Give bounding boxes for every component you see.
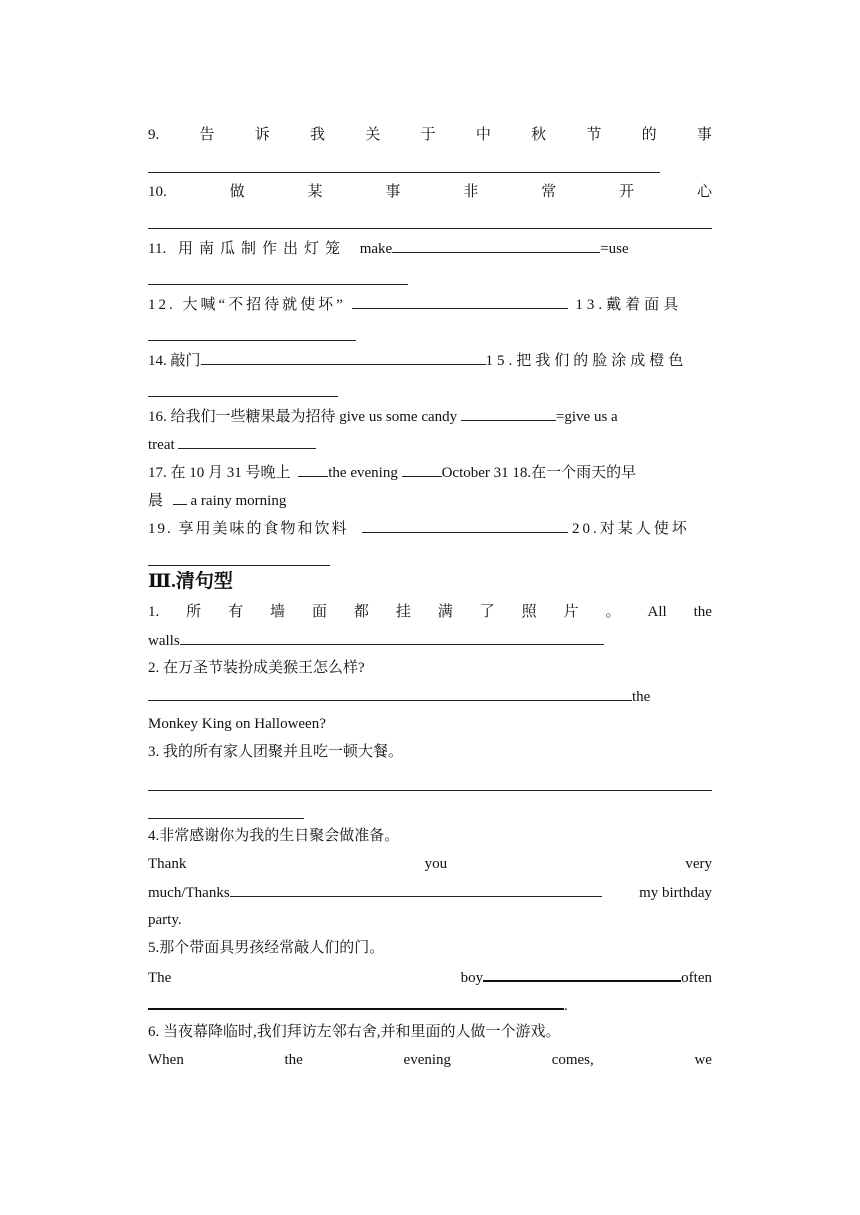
q19-blank[interactable] — [362, 517, 568, 533]
q11-use: =use — [600, 241, 629, 257]
s4-line-3 — [148, 909, 712, 931]
q9-number: 9. — [148, 127, 160, 143]
s5-chinese: 5.那个带面具男孩经常敲人们的门。 — [148, 940, 385, 956]
s1-line — [148, 601, 712, 623]
s6-word: we — [694, 1052, 712, 1068]
s1-word: 照 — [521, 604, 537, 620]
s2-chinese-line — [148, 657, 712, 679]
q17-october: October 31 18.在一个雨天的早 — [441, 465, 637, 481]
s1-word: 都 — [353, 604, 369, 620]
q17-chinese: 17. 在 10 月 31 号晚上 — [148, 465, 291, 481]
s3-answer-blank-1[interactable] — [148, 790, 712, 791]
q18-blank[interactable] — [173, 489, 187, 505]
s5-the: The — [148, 970, 172, 986]
q16-line — [148, 405, 712, 427]
s6-line — [148, 1049, 712, 1071]
q20-chinese: 20.对某人使坏 — [572, 521, 690, 537]
s4-word: very — [685, 856, 712, 872]
q16-line-2 — [148, 433, 712, 455]
s5-blank-2[interactable] — [148, 993, 564, 1010]
q9-word: 的 — [641, 127, 657, 143]
q16-blank[interactable] — [461, 405, 556, 421]
q9-word: 告 — [199, 127, 215, 143]
s1-word: 所 — [186, 604, 202, 620]
q9-answer-blank[interactable] — [148, 172, 660, 173]
s1-word: 。 — [605, 604, 621, 620]
s1-word: 面 — [311, 604, 327, 620]
q9-word: 于 — [420, 127, 436, 143]
q14-blank[interactable] — [201, 349, 486, 365]
q18-chinese: 晨 — [148, 493, 164, 509]
q20-answer-blank[interactable] — [148, 565, 330, 566]
q17-line — [148, 461, 712, 483]
s6-word: evening — [403, 1052, 452, 1068]
s1-word: All — [647, 604, 667, 620]
s1-word: 墙 — [270, 604, 286, 620]
s4-word: you — [424, 856, 448, 872]
s6-chinese: 6. 当夜幕降临时,我们拜访左邻右舍,并和里面的人做一个游戏。 — [148, 1024, 561, 1040]
q9-word: 事 — [696, 127, 712, 143]
q10-word: 心 — [696, 184, 712, 200]
q10-word: 做 — [229, 184, 245, 200]
s5-line — [148, 965, 712, 987]
q10-word: 事 — [385, 184, 401, 200]
s1-word: 有 — [228, 604, 244, 620]
q14-line — [148, 349, 712, 371]
q11-line — [148, 237, 712, 259]
q11-number: 11. — [148, 241, 167, 257]
s1-word: 挂 — [395, 604, 411, 620]
s1-line-2 — [148, 629, 712, 651]
s6-word: the — [284, 1052, 303, 1068]
q19-chinese: 19. 享用美味的食物和饮料 — [148, 521, 349, 537]
q9-word: 我 — [310, 127, 326, 143]
q12-blank[interactable] — [352, 293, 568, 309]
s4-birthday: my birthday — [639, 885, 712, 901]
q9-line — [148, 124, 712, 146]
q16-text: 16. 给我们一些糖果最为招待 give us some candy — [148, 409, 458, 425]
s4-blank[interactable] — [230, 881, 602, 897]
s5-blank-1[interactable] — [483, 965, 681, 982]
s4-chinese: 4.非常感谢你为我的生日聚会做准备。 — [148, 828, 400, 844]
s1-word: 满 — [437, 604, 453, 620]
s1-word: 1. — [148, 604, 160, 620]
q12-chinese: 12. 大喊“不招待就使坏” — [148, 297, 346, 313]
section-3-heading: Ⅲ.清句型 — [148, 571, 233, 592]
s3-chinese: 3. 我的所有家人团聚并且吃一顿大餐。 — [148, 744, 404, 760]
q16-blank-2[interactable] — [178, 433, 316, 449]
s6-word: When — [148, 1052, 184, 1068]
q17-evening: the evening — [328, 465, 398, 481]
s2-english: Monkey King on Halloween? — [148, 716, 326, 732]
s1-word: 片 — [563, 604, 579, 620]
s6-chinese-line — [148, 1021, 712, 1043]
s3-chinese-line — [148, 741, 712, 763]
q16-treat: treat — [148, 437, 175, 453]
s1-blank[interactable] — [180, 629, 604, 645]
q10-answer-blank[interactable] — [148, 228, 712, 229]
q11-answer-blank-2[interactable] — [148, 284, 408, 285]
q13-answer-blank[interactable] — [148, 340, 356, 341]
s1-word: 了 — [479, 604, 495, 620]
q14-chinese: 14. 敲门 — [148, 353, 201, 369]
q11-make: make — [359, 241, 393, 257]
q9-word: 关 — [365, 127, 381, 143]
s2-chinese: 2. 在万圣节装扮成美猴王怎么样? — [148, 660, 365, 676]
q19-line — [148, 517, 712, 539]
s4-word: Thank — [148, 856, 187, 872]
q9-word: 诉 — [254, 127, 270, 143]
s5-often: often — [681, 970, 712, 986]
q11-chinese: 用南瓜制作出灯笼 — [177, 241, 346, 257]
s2-the: the — [632, 689, 651, 705]
q10-word: 非 — [463, 184, 479, 200]
q13-chinese: 13.戴着面具 — [575, 297, 683, 313]
q18-english: a rainy morning — [190, 493, 287, 509]
s1-word: the — [693, 604, 712, 620]
q17-blank-1[interactable] — [298, 461, 328, 477]
q16-post: =give us a — [555, 409, 618, 425]
s2-blank[interactable] — [148, 685, 632, 701]
q9-word: 中 — [475, 127, 491, 143]
q11-blank[interactable] — [392, 237, 600, 253]
s4-chinese-line — [148, 825, 712, 847]
s4-line-2 — [148, 881, 712, 903]
q17-blank-2[interactable] — [402, 461, 442, 477]
s1-walls: walls — [148, 633, 180, 649]
s2-line — [148, 685, 712, 707]
s4-line — [148, 853, 712, 875]
s2-line-2 — [148, 713, 712, 735]
q9-word: 节 — [586, 127, 602, 143]
q10-line — [148, 181, 712, 203]
s5-boy: boy — [460, 970, 484, 986]
s4-thanks: much/Thanks — [148, 885, 230, 901]
q10-number: 10. — [148, 184, 167, 200]
q12-line — [148, 293, 712, 315]
s3-answer-blank-2[interactable] — [148, 818, 304, 819]
q15-answer-blank[interactable] — [148, 396, 338, 397]
s6-word: comes, — [551, 1052, 594, 1068]
s5-period: . — [564, 998, 568, 1014]
q18-line — [148, 489, 712, 511]
q10-word: 开 — [619, 184, 635, 200]
s5-chinese-line — [148, 937, 712, 959]
q15-chinese: 15.把我们的脸涂成橙色 — [485, 353, 688, 369]
q9-word: 秋 — [531, 127, 547, 143]
q10-word: 某 — [307, 184, 323, 200]
s4-party: party. — [148, 912, 182, 928]
q10-word: 常 — [541, 184, 557, 200]
s5-line-2 — [148, 993, 712, 1015]
